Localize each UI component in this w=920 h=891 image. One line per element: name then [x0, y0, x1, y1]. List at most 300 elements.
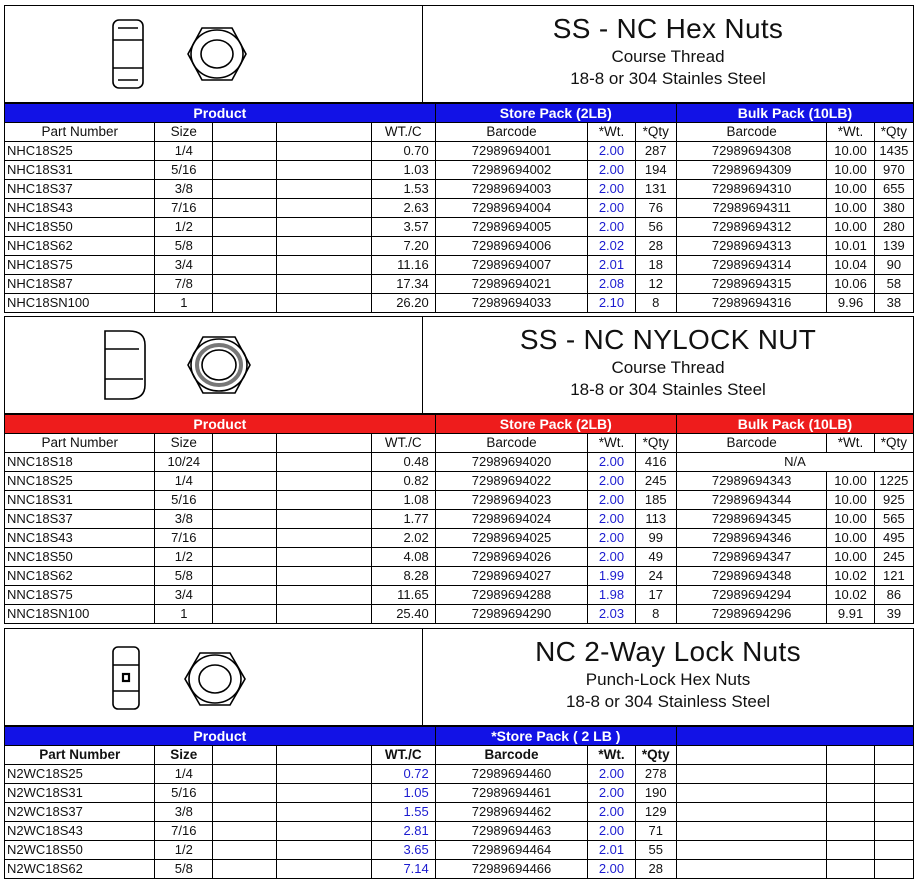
bulk-barcode [676, 803, 826, 822]
store-weight: 2.00 [588, 803, 635, 822]
store-qty: 185 [635, 491, 676, 510]
bulk-qty: 1435 [874, 142, 913, 161]
table-row [5, 803, 914, 822]
blank-cell [213, 161, 277, 180]
store-qty: 8 [635, 294, 676, 313]
weight-per-c: 0.70 [371, 142, 435, 161]
bulk-qty: 121 [874, 567, 913, 586]
size: 10/24 [155, 453, 213, 472]
size: 5/8 [155, 860, 213, 879]
section-material: 18-8 or 304 Stainles Steel [570, 380, 766, 399]
lock-nut-drawing [5, 629, 423, 727]
header-bulk-qty [874, 746, 913, 765]
store-barcode: 72989694462 [435, 803, 588, 822]
header-bulk-qty: *Qty [874, 123, 913, 142]
blank-cell [213, 142, 277, 161]
bulk-barcode: 72989694311 [676, 199, 826, 218]
store-qty: 129 [635, 803, 676, 822]
blank-cell [213, 453, 277, 472]
bulk-barcode: 72989694296 [676, 605, 826, 624]
weight-per-c: 1.55 [371, 803, 435, 822]
weight-per-c: 0.72 [371, 765, 435, 784]
bulk-barcode: 72989694316 [676, 294, 826, 313]
part-number: N2WC18S62 [5, 860, 155, 879]
size: 7/16 [155, 822, 213, 841]
bulk-barcode: 72989694344 [676, 491, 826, 510]
store-qty: 18 [635, 256, 676, 275]
table-row [5, 491, 914, 510]
blank-cell [277, 605, 372, 624]
band-bulk-pack [676, 727, 913, 746]
part-number: NNC18S37 [5, 510, 155, 529]
bulk-qty: 655 [874, 180, 913, 199]
section-subtitle: Course Thread [611, 358, 725, 377]
bulk-weight: 10.00 [827, 529, 874, 548]
header-blank [277, 434, 372, 453]
weight-per-c: 1.53 [371, 180, 435, 199]
store-barcode: 72989694023 [435, 491, 588, 510]
blank-cell [277, 784, 372, 803]
size: 1/2 [155, 841, 213, 860]
blank-cell [277, 275, 372, 294]
bulk-weight: 10.00 [827, 142, 874, 161]
header-blank [277, 123, 372, 142]
blank-cell [277, 567, 372, 586]
band-store-pack: Store Pack (2LB) [435, 104, 676, 123]
store-barcode: 72989694006 [435, 237, 588, 256]
header-bulk-barcode: Barcode [676, 434, 826, 453]
weight-per-c: 1.77 [371, 510, 435, 529]
bulk-barcode: 72989694308 [676, 142, 826, 161]
size: 5/16 [155, 161, 213, 180]
store-weight: 2.01 [588, 841, 635, 860]
lock-nut-side-icon [113, 647, 139, 709]
header-store-barcode: Barcode [435, 434, 588, 453]
header-store-weight: *Wt. [588, 746, 635, 765]
store-qty: 49 [635, 548, 676, 567]
weight-per-c: 17.34 [371, 275, 435, 294]
header-size: Size [155, 746, 213, 765]
table-row [5, 142, 914, 161]
store-barcode: 72989694290 [435, 605, 588, 624]
header-part-number: Part Number [5, 434, 155, 453]
bulk-qty [874, 765, 913, 784]
section-subtitle: Punch-Lock Hex Nuts [585, 670, 751, 689]
store-qty: 194 [635, 161, 676, 180]
section-title-block [423, 317, 913, 413]
header-size: Size [155, 123, 213, 142]
bulk-qty: 39 [874, 605, 913, 624]
header-blank [213, 123, 277, 142]
size: 7/16 [155, 529, 213, 548]
header-blank [277, 746, 372, 765]
band-store-pack: Store Pack (2LB) [435, 415, 676, 434]
part-number: N2WC18S37 [5, 803, 155, 822]
weight-per-c: 26.20 [371, 294, 435, 313]
bulk-barcode: 72989694347 [676, 548, 826, 567]
blank-cell [277, 548, 372, 567]
bulk-barcode: 72989694309 [676, 161, 826, 180]
blank-cell [213, 491, 277, 510]
store-weight: 2.02 [588, 237, 635, 256]
store-qty: 287 [635, 142, 676, 161]
store-barcode: 72989694003 [435, 180, 588, 199]
section-title-block [423, 6, 913, 102]
store-qty: 131 [635, 180, 676, 199]
product-illustration [5, 6, 423, 102]
table-row [5, 161, 914, 180]
bulk-barcode [676, 841, 826, 860]
nylock-nut-top-icon [188, 337, 250, 393]
blank-cell [213, 841, 277, 860]
store-weight: 1.98 [588, 586, 635, 605]
blank-cell [277, 860, 372, 879]
blank-cell [277, 491, 372, 510]
bulk-barcode: 72989694343 [676, 472, 826, 491]
part-number: NNC18S62 [5, 567, 155, 586]
blank-cell [213, 275, 277, 294]
blank-cell [213, 784, 277, 803]
weight-per-c: 7.14 [371, 860, 435, 879]
blank-cell [277, 142, 372, 161]
blank-cell [213, 586, 277, 605]
weight-per-c: 0.48 [371, 453, 435, 472]
header-bulk-barcode [676, 746, 826, 765]
size: 3/8 [155, 510, 213, 529]
part-number: NNC18S31 [5, 491, 155, 510]
bulk-qty: 565 [874, 510, 913, 529]
store-weight: 2.00 [588, 765, 635, 784]
store-weight: 2.00 [588, 142, 635, 161]
store-barcode: 72989694005 [435, 218, 588, 237]
store-barcode: 72989694001 [435, 142, 588, 161]
store-qty: 416 [635, 453, 676, 472]
bulk-qty: 58 [874, 275, 913, 294]
blank-cell [213, 822, 277, 841]
hex-nut-top-icon [188, 28, 246, 80]
bulk-weight: 9.91 [827, 605, 874, 624]
blank-cell [213, 237, 277, 256]
weight-per-c: 2.81 [371, 822, 435, 841]
store-weight: 2.00 [588, 548, 635, 567]
store-qty: 56 [635, 218, 676, 237]
bulk-qty: 139 [874, 237, 913, 256]
blank-cell [277, 510, 372, 529]
store-qty: 71 [635, 822, 676, 841]
blank-cell [277, 765, 372, 784]
pack-band-row [5, 104, 914, 123]
bulk-weight: 9.96 [827, 294, 874, 313]
bulk-weight: 10.00 [827, 218, 874, 237]
blank-cell [213, 294, 277, 313]
store-weight: 1.99 [588, 567, 635, 586]
store-barcode: 72989694020 [435, 453, 588, 472]
bulk-qty: 970 [874, 161, 913, 180]
header-bulk-qty: *Qty [874, 434, 913, 453]
store-qty: 12 [635, 275, 676, 294]
table-row [5, 860, 914, 879]
table-row [5, 784, 914, 803]
size: 5/16 [155, 784, 213, 803]
blank-cell [213, 510, 277, 529]
bulk-barcode: 72989694294 [676, 586, 826, 605]
bulk-barcode [676, 860, 826, 879]
bulk-barcode: 72989694314 [676, 256, 826, 275]
store-weight: 2.00 [588, 529, 635, 548]
store-weight: 2.01 [588, 256, 635, 275]
header-store-weight: *Wt. [588, 434, 635, 453]
weight-per-c: 1.08 [371, 491, 435, 510]
part-number: NHC18S37 [5, 180, 155, 199]
band-store-pack: *Store Pack ( 2 LB ) [435, 727, 676, 746]
size: 3/4 [155, 256, 213, 275]
part-number: N2WC18S31 [5, 784, 155, 803]
header-weight-per-c: WT./C [371, 123, 435, 142]
weight-per-c: 2.02 [371, 529, 435, 548]
bulk-qty [874, 841, 913, 860]
blank-cell [213, 803, 277, 822]
size: 7/16 [155, 199, 213, 218]
band-product: Product [5, 415, 436, 434]
bulk-weight: 10.00 [827, 180, 874, 199]
blank-cell [213, 548, 277, 567]
store-barcode: 72989694021 [435, 275, 588, 294]
weight-per-c: 1.05 [371, 784, 435, 803]
header-store-barcode: Barcode [435, 123, 588, 142]
bulk-barcode: 72989694348 [676, 567, 826, 586]
bulk-weight: 10.04 [827, 256, 874, 275]
store-barcode: 72989694464 [435, 841, 588, 860]
section-title: SS - NC Hex Nuts [552, 13, 784, 44]
blank-cell [277, 199, 372, 218]
part-number: NNC18S25 [5, 472, 155, 491]
blank-cell [213, 567, 277, 586]
store-barcode: 72989694002 [435, 161, 588, 180]
store-weight: 2.00 [588, 784, 635, 803]
weight-per-c: 7.20 [371, 237, 435, 256]
band-bulk-pack: Bulk Pack (10LB) [676, 415, 913, 434]
blank-cell [277, 256, 372, 275]
section-subtitle: Course Thread [611, 47, 725, 66]
size: 5/8 [155, 567, 213, 586]
lock-nut-top-icon [185, 653, 245, 705]
section-header [4, 5, 914, 103]
part-number: N2WC18S50 [5, 841, 155, 860]
bulk-barcode: 72989694345 [676, 510, 826, 529]
bulk-weight [827, 841, 874, 860]
header-weight-per-c: WT./C [371, 434, 435, 453]
table-row [5, 237, 914, 256]
column-header-row [5, 746, 914, 765]
section-material: 18-8 or 304 Stainless Steel [565, 692, 771, 711]
table-row [5, 586, 914, 605]
table-row [5, 765, 914, 784]
blank-cell [213, 529, 277, 548]
store-barcode: 72989694022 [435, 472, 588, 491]
store-weight: 2.00 [588, 199, 635, 218]
store-weight: 2.10 [588, 294, 635, 313]
blank-cell [213, 765, 277, 784]
header-store-qty: *Qty [635, 434, 676, 453]
product-illustration [5, 629, 423, 725]
blank-cell [277, 841, 372, 860]
part-number: NHC18SN100 [5, 294, 155, 313]
section-2way-lock-nuts [4, 628, 914, 885]
table-row [5, 275, 914, 294]
blank-cell [277, 803, 372, 822]
section-header [4, 316, 914, 414]
pack-band-row [5, 727, 914, 746]
bulk-weight: 10.00 [827, 161, 874, 180]
bulk-barcode [676, 822, 826, 841]
size: 1/4 [155, 765, 213, 784]
bulk-barcode: 72989694313 [676, 237, 826, 256]
weight-per-c: 11.16 [371, 256, 435, 275]
store-qty: 17 [635, 586, 676, 605]
part-number: NHC18S50 [5, 218, 155, 237]
part-number: NNC18S18 [5, 453, 155, 472]
store-barcode: 72989694007 [435, 256, 588, 275]
header-part-number: Part Number [5, 746, 155, 765]
store-weight: 2.00 [588, 218, 635, 237]
product-table [4, 414, 914, 624]
bulk-weight: 10.00 [827, 510, 874, 529]
blank-cell [213, 472, 277, 491]
part-number: N2WC18S43 [5, 822, 155, 841]
store-barcode: 72989694025 [435, 529, 588, 548]
store-weight: 2.08 [588, 275, 635, 294]
section-nylock-nut [4, 316, 914, 628]
size: 1 [155, 294, 213, 313]
part-number: NHC18S43 [5, 199, 155, 218]
store-weight: 2.00 [588, 860, 635, 879]
part-number: NNC18S50 [5, 548, 155, 567]
bulk-qty [874, 803, 913, 822]
store-qty: 190 [635, 784, 676, 803]
store-qty: 28 [635, 860, 676, 879]
blank-cell [213, 860, 277, 879]
store-barcode: 72989694466 [435, 860, 588, 879]
store-weight: 2.03 [588, 605, 635, 624]
store-qty: 8 [635, 605, 676, 624]
blank-cell [277, 822, 372, 841]
table-row [5, 199, 914, 218]
part-number: N2WC18S25 [5, 765, 155, 784]
product-table [4, 103, 914, 313]
header-bulk-weight: *Wt. [827, 123, 874, 142]
weight-per-c: 8.28 [371, 567, 435, 586]
weight-per-c: 4.08 [371, 548, 435, 567]
table-row [5, 218, 914, 237]
table-row [5, 453, 914, 472]
store-barcode: 72989694463 [435, 822, 588, 841]
size: 7/8 [155, 275, 213, 294]
blank-cell [277, 472, 372, 491]
table-row [5, 294, 914, 313]
part-number: NNC18S75 [5, 586, 155, 605]
bulk-qty: 245 [874, 548, 913, 567]
bulk-weight [827, 803, 874, 822]
store-weight: 2.00 [588, 822, 635, 841]
product-table [4, 726, 914, 879]
header-part-number: Part Number [5, 123, 155, 142]
size: 1/2 [155, 218, 213, 237]
store-weight: 2.00 [588, 161, 635, 180]
blank-cell [277, 586, 372, 605]
store-barcode: 72989694460 [435, 765, 588, 784]
blank-cell [213, 180, 277, 199]
bulk-qty: 380 [874, 199, 913, 218]
header-store-qty: *Qty [635, 123, 676, 142]
table-row [5, 567, 914, 586]
bulk-qty: 90 [874, 256, 913, 275]
store-weight: 2.00 [588, 491, 635, 510]
hex-nut-drawing [5, 6, 423, 104]
header-store-barcode: Barcode [435, 746, 588, 765]
bulk-qty: 495 [874, 529, 913, 548]
store-qty: 278 [635, 765, 676, 784]
bulk-not-available: N/A [676, 453, 913, 472]
price-sheet [4, 5, 914, 885]
header-store-qty: *Qty [635, 746, 676, 765]
section-title: SS - NC NYLOCK NUT [519, 324, 817, 355]
column-header-row [5, 123, 914, 142]
store-barcode: 72989694461 [435, 784, 588, 803]
bulk-weight: 10.06 [827, 275, 874, 294]
bulk-weight [827, 765, 874, 784]
store-weight: 2.00 [588, 453, 635, 472]
table-row [5, 256, 914, 275]
section-header [4, 628, 914, 726]
size: 5/16 [155, 491, 213, 510]
bulk-weight: 10.02 [827, 586, 874, 605]
size: 1/4 [155, 472, 213, 491]
table-row [5, 841, 914, 860]
bulk-qty: 86 [874, 586, 913, 605]
bulk-weight: 10.00 [827, 472, 874, 491]
blank-cell [213, 605, 277, 624]
part-number: NNC18SN100 [5, 605, 155, 624]
hex-nut-side-icon [113, 20, 143, 88]
store-weight: 2.00 [588, 510, 635, 529]
blank-cell [277, 453, 372, 472]
band-bulk-pack: Bulk Pack (10LB) [676, 104, 913, 123]
store-qty: 99 [635, 529, 676, 548]
bulk-barcode: 72989694312 [676, 218, 826, 237]
part-number: NHC18S87 [5, 275, 155, 294]
blank-cell [277, 218, 372, 237]
table-row [5, 605, 914, 624]
weight-per-c: 3.57 [371, 218, 435, 237]
part-number: NHC18S75 [5, 256, 155, 275]
header-bulk-weight [827, 746, 874, 765]
size: 1/2 [155, 548, 213, 567]
size: 3/4 [155, 586, 213, 605]
store-qty: 24 [635, 567, 676, 586]
section-hex-nuts [4, 5, 914, 316]
part-number: NHC18S25 [5, 142, 155, 161]
store-qty: 245 [635, 472, 676, 491]
size: 3/8 [155, 180, 213, 199]
header-bulk-barcode: Barcode [676, 123, 826, 142]
store-weight: 2.00 [588, 472, 635, 491]
store-qty: 55 [635, 841, 676, 860]
table-row [5, 472, 914, 491]
blank-cell [277, 237, 372, 256]
bulk-weight [827, 784, 874, 803]
bulk-qty: 1225 [874, 472, 913, 491]
header-blank [213, 746, 277, 765]
